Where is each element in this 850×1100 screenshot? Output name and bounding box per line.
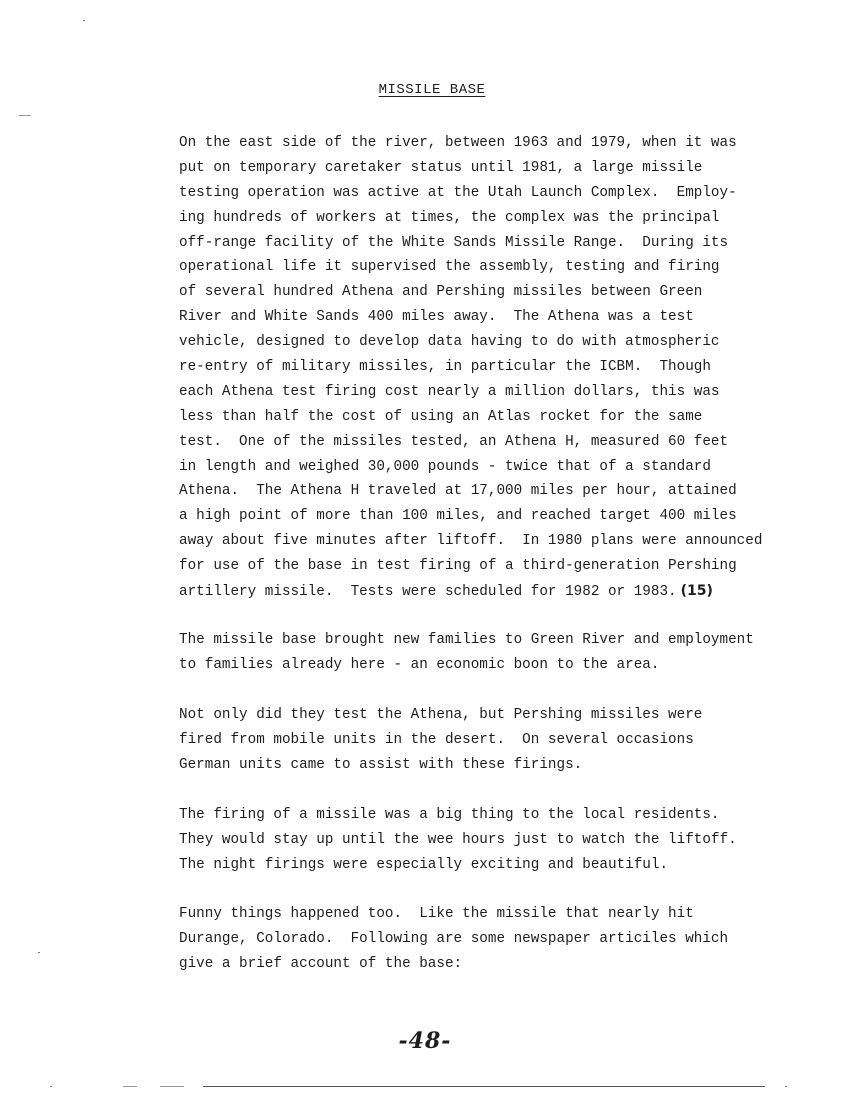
text-line: The firing of a missile was a big thing to the local residents.: [179, 807, 720, 823]
text-line: re-entry of military missiles, in particular the ICBM. Though: [179, 359, 711, 376]
scan-artifact: [785, 1086, 787, 1087]
text-line: River and White Sands 400 miles away. The Athena was a test: [179, 309, 694, 326]
text-line: of several hundred Athena and Pershing missiles between Green: [179, 284, 703, 301]
page-number: -48-: [398, 1028, 452, 1054]
text-line: test. One of the missiles tested, an Athena H, measured 60 feet: [179, 433, 729, 450]
text-line: off-range facility of the White Sands Missile Range. During its: [179, 234, 729, 251]
text-line: The missile base brought new families to Green River and employment: [179, 632, 754, 648]
text-line: The night firings were especially exciting and beautiful.: [179, 856, 669, 873]
text-line: ing hundreds of workers at times, the complex was the principal: [179, 209, 720, 226]
text-line: for use of the base in test firing of a third-generation Pershing: [179, 558, 737, 575]
paragraph-firings: [179, 803, 799, 878]
text-line: away about five minutes after liftoff. In 1980 plans were announced: [179, 533, 763, 550]
text-line: put on temporary caretaker status until 1981, a large missile: [179, 159, 703, 176]
scan-artifact: [123, 1086, 137, 1087]
text-line: They would stay up until the wee hours just to watch the liftoff.: [179, 831, 737, 848]
text-line: operational life it supervised the assembly, testing and firing: [179, 259, 720, 276]
text-line: a high point of more than 100 miles, and reached target 400 miles: [179, 508, 737, 525]
text-line: Durange, Colorado. Following are some newspaper articiles which: [179, 930, 729, 947]
scan-artifact: [19, 115, 31, 116]
text-line-content: artillery missile. Tests were scheduled for 1982 or 1983.: [179, 584, 677, 601]
text-line: vehicle, designed to develop data having to do with atmospheric: [179, 334, 720, 351]
paragraph-pershing: [179, 703, 799, 778]
scan-artifact: [50, 1086, 52, 1087]
scan-artifact: [83, 20, 85, 21]
scan-artifact: [38, 952, 40, 953]
footnote-marker: (15): [680, 583, 713, 600]
text-line: each Athena test firing cost nearly a million dollars, this was: [179, 383, 720, 400]
text-line: in length and weighed 30,000 pounds - twice that of a standard: [179, 458, 711, 475]
text-line: [179, 579, 799, 604]
paragraph-funny-things: [179, 902, 799, 977]
text-line: Not only did they test the Athena, but Pershing missiles were: [179, 707, 703, 723]
text-line: German units came to assist with these firings.: [179, 756, 583, 773]
text-line: Athena. The Athena H traveled at 17,000 miles per hour, attained: [179, 483, 737, 500]
scan-artifact: [160, 1086, 184, 1087]
text-line: fired from mobile units in the desert. On several occasions: [179, 731, 694, 748]
text-line: Funny things happened too. Like the missile that nearly hit: [179, 906, 694, 922]
paragraph-missile-history: [179, 131, 799, 604]
text-line: to families already here - an economic boon to the area.: [179, 656, 660, 673]
text-line: less than half the cost of using an Atlas rocket for the same: [179, 408, 703, 425]
paragraph-families: [179, 628, 799, 678]
text-line: On the east side of the river, between 1963 and 1979, when it was: [179, 135, 737, 151]
text-line: give a brief account of the base:: [179, 955, 463, 972]
bottom-rule: [203, 1086, 765, 1087]
text-line: testing operation was active at the Utah Launch Complex. Employ-: [179, 184, 737, 201]
page-title: MISSILE BASE: [378, 82, 486, 98]
